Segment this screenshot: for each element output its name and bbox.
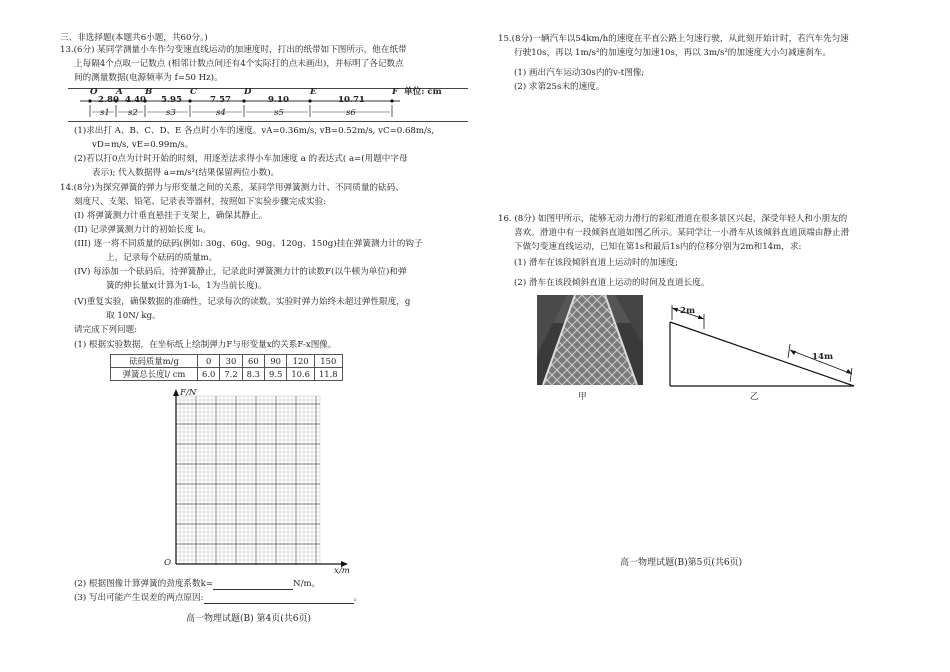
tape-point-O: O <box>90 87 98 97</box>
incline-top-distance: 2m <box>680 306 696 316</box>
tape-dot <box>390 99 393 102</box>
table-cell: 8.3 <box>242 368 264 381</box>
q14-line2: 刻度尺、支架、铅笔、记录表等器材，按照如下实验步骤完成实验: <box>74 197 327 207</box>
q14-line1: 14.(8分)为探究弹簧的弹力与形变量之间的关系，某同学用弹簧测力计、不同质量的砝码、 <box>60 183 404 193</box>
q14-step-3b: 上，记录每个砝码的质量m。 <box>106 253 218 263</box>
tape-point-B: B <box>145 87 153 97</box>
tape-dot <box>88 99 91 102</box>
q14-sub2-unit: N/m。 <box>293 579 321 589</box>
table-cell: 150 <box>314 355 342 368</box>
q14-sub3-end: 。 <box>353 593 363 603</box>
tape-point-D: D <box>244 87 252 97</box>
tape-unit: 单位: cm <box>404 87 442 97</box>
q14-step-4: (IV) 每添加一个砝码后，待弹簧静止，记录此时弹簧测力计的读数F(以牛顿为单位)和弹 <box>74 267 407 277</box>
table-cell: 9.5 <box>264 368 286 381</box>
incline-diagram <box>660 300 860 390</box>
y-axis-arrow-icon <box>173 389 179 396</box>
q14-sub1: (1) 根据实验数据，在坐标纸上绘制弹力F与形变量x的关系F-x图像。 <box>74 340 337 350</box>
right-page-footer: 高一物理试题(B)第5页(共6页) <box>620 558 743 568</box>
tape-dot <box>188 99 191 102</box>
section-title: 三、非选择题(本题共6小题，共60分。) <box>60 33 208 43</box>
arrow-icon <box>790 350 796 355</box>
tape-distance-1: 2.80 <box>98 95 119 105</box>
q13-line1: 13.(6分) 某同学测量小车作匀变速直线运动的加速度时，打出的纸带如下图所示，他在纸带 <box>60 45 407 55</box>
tape-segment-3: s3 <box>166 108 176 118</box>
table-cell: 6.0 <box>198 368 220 381</box>
q14-step-3: (III) 逐一将不同质量的砝码(例如: 30g、60g、90g、120g、150g)挂在弹簧测力计的钩子 <box>74 239 423 249</box>
graph-paper-svg <box>150 388 350 578</box>
q13-sub2-line2: 表示); 代入数据得 a=m/s²(结果保留两位小数)。 <box>92 168 280 178</box>
tape-distance-5: 9.10 <box>268 95 289 105</box>
q14-step-4b: 簧的伸长量x(计算为1-l₀，1为当前长度)。 <box>106 281 267 291</box>
q13-line2: 上每隔4个点取一记数点 (相邻计数点间还有4个实际打的点未画出)，并标明了各记数点 <box>74 59 404 69</box>
q14-step-1: (I) 将弹簧测力计垂直悬挂于支架上，确保其静止。 <box>74 211 268 221</box>
q14-step-2: (II) 记录弹簧测力计的初始长度 l₀。 <box>74 225 211 235</box>
q16-line1: 16. (8分) 如图甲所示，能够无动力滑行的彩虹滑道在很多景区兴起，深受年轻人和小朋友的 <box>498 214 848 224</box>
tape-point-F: F <box>392 87 399 97</box>
tape-distance-4: 7.57 <box>210 95 231 105</box>
figure-b-label: 乙 <box>750 392 759 402</box>
slide-photo <box>537 295 643 385</box>
spring-data-table <box>110 354 343 381</box>
table-cell: 60 <box>242 355 264 368</box>
q14-sub3-text: (3) 写出可能产生误差的两点原因: <box>74 593 204 603</box>
table-row <box>111 368 343 381</box>
table-cell: 10.6 <box>287 368 315 381</box>
table-cell: 弹簧总长度l/ cm <box>111 368 198 381</box>
table-cell: 砝码质量m/g <box>111 355 198 368</box>
table-cell: 11.8 <box>314 368 342 381</box>
q15-sub1: (1) 画出汽车运动30s内的v-t图像; <box>514 68 645 78</box>
tape-segment-4: s4 <box>216 108 226 118</box>
q13-sub1-line1: (1)求出打 A、B、C、D、E 各点时小车的速度。vA=0.36m/s, vB=0.52m/s, vC=0.68m/s, <box>74 126 435 136</box>
table-cell: 0 <box>198 355 220 368</box>
left-page-footer: 高一物理试题(B) 第4页(共6页) <box>186 614 311 624</box>
q14-sub2 <box>74 579 320 590</box>
graph-paper-figure <box>150 388 350 578</box>
q13-sub1-line2: vD=m/s, vE=0.99m/s。 <box>92 140 194 150</box>
q14-step-5: (V)重复实验，确保数据的准确性，记录每次的读数。实验时弹力始终未超过弹性限度，g <box>74 297 411 307</box>
tape-distance-6: 10.71 <box>338 95 365 105</box>
q14-sub2-text: (2) 根据图像计算弹簧的劲度系数k= <box>74 579 214 589</box>
q16-sub1: (1) 滑车在该段倾斜直道上运动时的加速度; <box>514 258 678 268</box>
answer-blank[interactable] <box>204 594 354 604</box>
table-cell: 7.2 <box>220 368 242 381</box>
q15-sub2: (2) 求第25s末的速度。 <box>514 82 605 92</box>
q15-line2: 行驶10s，再以 1m/s²的加速度匀加速10s，再以 3m/s²的加速度大小匀减速刹车。 <box>514 48 831 58</box>
arrow-icon <box>698 315 704 319</box>
incline-bottom-distance: 14m <box>812 352 834 362</box>
graph-y-label: F/N <box>180 388 197 398</box>
table-cell: 90 <box>264 355 286 368</box>
tape-distance-3: 5.95 <box>161 95 182 105</box>
table-row <box>111 355 343 368</box>
q15-line1: 15.(8分)一辆汽车以54km/h的速度在平直公路上匀速行驶，从此刻开始计时，若汽车先匀速 <box>498 34 849 44</box>
paper-tape-figure <box>68 88 468 122</box>
graph-x-label: x/m <box>334 566 350 576</box>
q13-line3: 间的测量数据(电源频率为 f=50 Hz)。 <box>74 73 223 83</box>
table-cell: 120 <box>287 355 315 368</box>
q14-step-5b: 取 10N/ kg。 <box>106 311 161 321</box>
q14-sub3 <box>74 593 362 604</box>
q14-prompt: 请完成下列问题: <box>74 325 138 335</box>
arrow-icon <box>672 308 678 312</box>
tape-distance-2: 4.40 <box>125 95 146 105</box>
tape-segment-5: s5 <box>274 108 284 118</box>
q16-line2: 喜欢。滑道中有一段倾斜直道如图乙所示。某同学让一小滑车从该倾斜直道顶端由静止滑 <box>514 228 850 238</box>
slide-photo-svg <box>537 295 643 385</box>
q13-sub2-line1: (2)若以打0点为计时开始的时刻，用逐差法求得小车加速度 a 的表达式( a=(用题中字母 <box>74 154 408 164</box>
q16-sub2: (2) 滑车在该段倾斜直道上运动的时间及直道长度。 <box>514 278 710 288</box>
figure-a-label: 甲 <box>578 392 587 402</box>
tape-segment-2: s2 <box>128 108 138 118</box>
q16-line3: 下做匀变速直线运动，已知在第1s和最后1s内的位移分别为2m和14m，求: <box>514 242 802 252</box>
table-cell: 30 <box>220 355 242 368</box>
tape-point-C: C <box>190 87 197 97</box>
tape-dot <box>308 99 311 102</box>
tape-segment-1: s1 <box>100 108 110 118</box>
tape-point-A: A <box>116 87 123 97</box>
tape-dot <box>242 99 245 102</box>
tape-segment-6: s6 <box>346 108 356 118</box>
tape-point-E: E <box>310 87 317 97</box>
answer-blank[interactable] <box>213 580 293 590</box>
graph-origin-label: O <box>164 558 172 568</box>
